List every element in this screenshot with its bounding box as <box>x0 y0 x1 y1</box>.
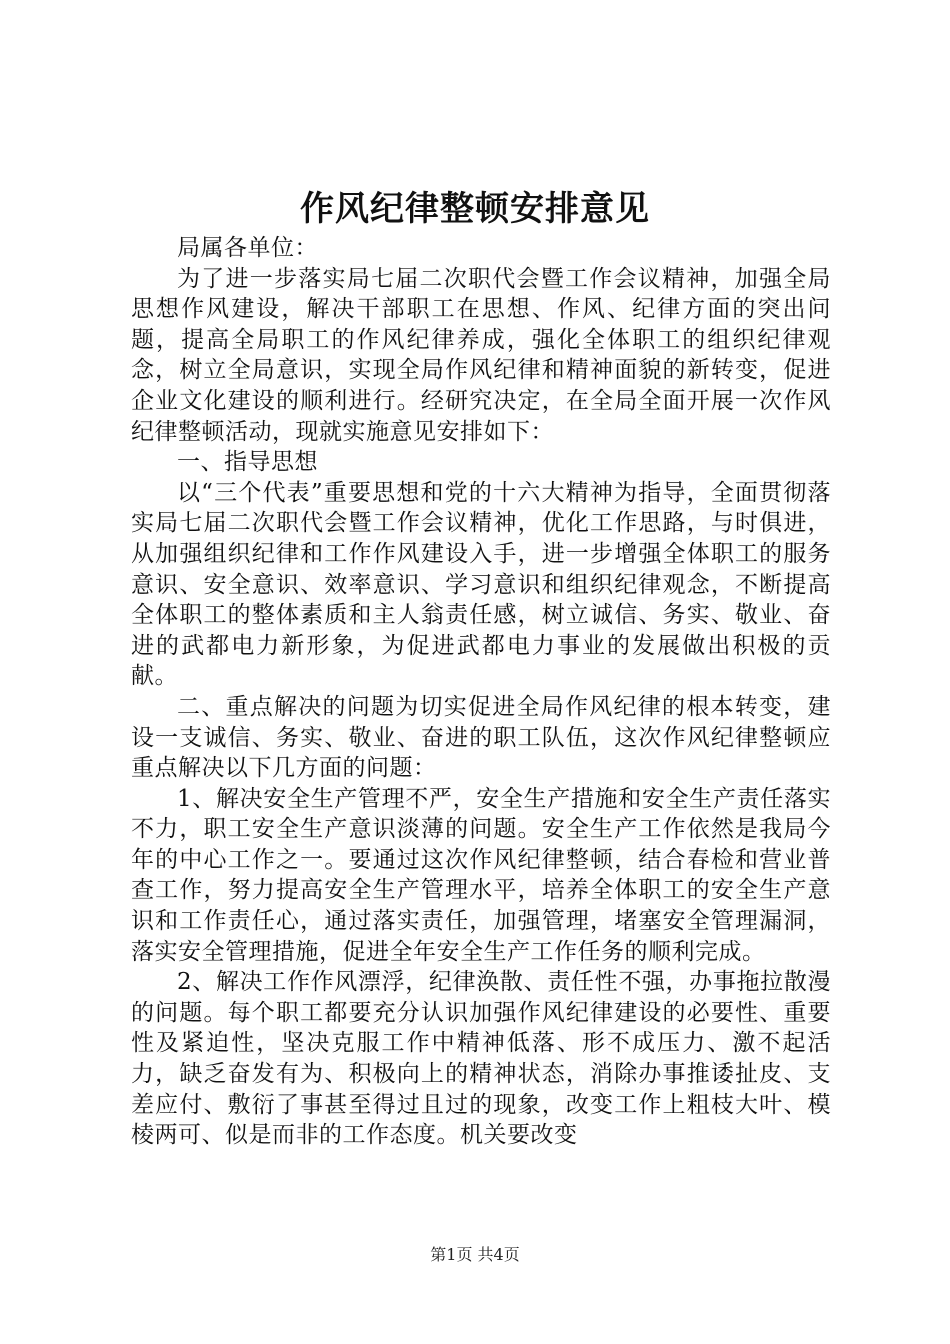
section-heading-guiding-thought: 一、指导思想 <box>177 449 318 476</box>
problem-item-1: 1、解决安全生产管理不严，安全生产措施和安全生产责任落实不力，职工安全生产意识淡薄的问题。安全生产工作依然是我局今年的中心工作之一。要通过这次作风纪律整顿，结合春检和营业普查工作，努力提高安全生产管理水平，培养全体职工的安全生产意识和工作责任心，通过落实责任，加强管理，堵塞安全管理漏洞，落实安全管理措施，促进全年安全生产工作任务的顺利完成。 <box>131 785 831 965</box>
document-body <box>131 233 831 1151</box>
guiding-thought-paragraph: 以“三个代表”重要思想和党的十六大精神为指导，全面贯彻落实局七届二次职代会暨工作会议精神，优化工作思路，与时俱进，从加强组织纪律和工作作风建设入手，进一步增强全体职工的服务意识、安全意识、效率意识、学习意识和组织纪律观念，不断提高全体职工的整体素质和主人翁责任感，树立诚信、务实、敬业、奋进的武都电力新形象，为促进武都电力事业的发展做出积极的贡献。 <box>131 479 831 690</box>
salutation: 局属各单位： <box>177 235 318 261</box>
intro-paragraph: 为了进一步落实局七届二次职代会暨工作会议精神，加强全局思想作风建设，解决干部职工在思想、作风、纪律方面的突出问题，提高全局职工的作风纪律养成，强化全体职工的组织纪律观念，树立全局意识，实现全局作风纪律和精神面貌的新转变，促进企业文化建设的顺利进行。经研究决定，在全局全面开展一次作风纪律整顿活动，现就实施意见安排如下： <box>131 265 831 445</box>
page-number-footer: 第1页 共4页 <box>430 1245 520 1264</box>
document-title: 作风纪律整顿安排意见 <box>300 189 650 229</box>
key-problems-paragraph: 二、重点解决的问题为切实促进全局作风纪律的根本转变，建设一支诚信、务实、敬业、奋进的职工队伍，这次作风纪律整顿应重点解决以下几方面的问题： <box>131 693 831 782</box>
problem-item-2: 2、解决工作作风漂浮，纪律涣散、责任性不强，办事拖拉散漫的问题。每个职工都要充分认识加强作风纪律建设的必要性、重要性及紧迫性，坚决克服工作中精神低落、形不成压力、激不起活力，缺乏奋发有为、积极向上的精神状态，消除办事推诿扯皮、支差应付、敷衍了事甚至得过且过的现象，改变工作上粗枝大叶、模棱两可、似是而非的工作态度。机关要改变 <box>131 969 831 1149</box>
